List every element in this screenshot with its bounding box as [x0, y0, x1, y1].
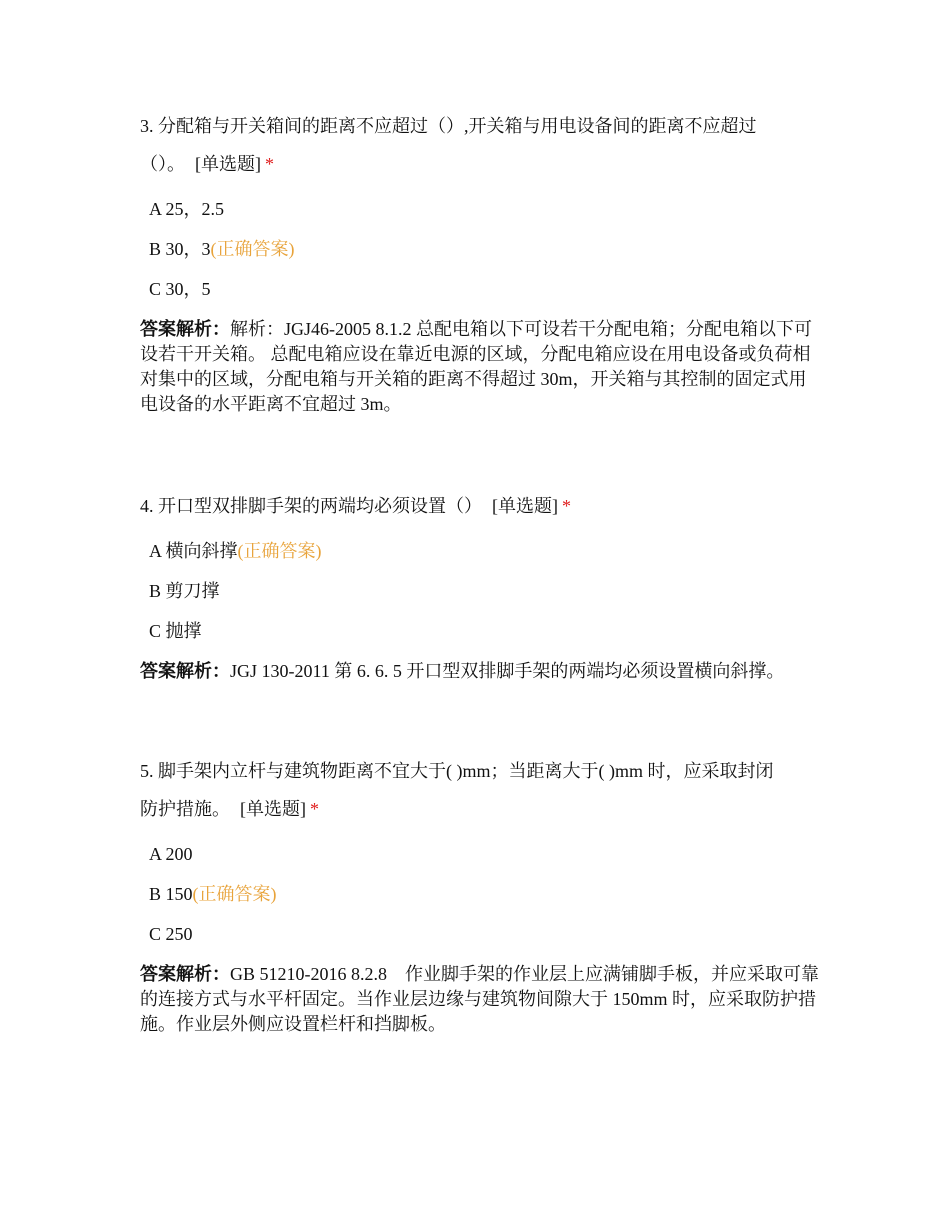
question-title: [140, 487, 820, 525]
option-text: C 抛撑: [149, 621, 202, 641]
option-b[interactable]: [140, 229, 820, 269]
answer-analysis: [140, 317, 820, 417]
analysis-label: 答案解析：: [140, 661, 230, 681]
analysis-label: 答案解析：: [140, 964, 230, 984]
option-text: A 横向斜撑: [149, 541, 238, 561]
question-title: [140, 107, 820, 183]
options-list: [140, 531, 820, 651]
question-title-line2: （）。: [140, 154, 185, 174]
question-4: [140, 487, 820, 684]
analysis-label: 答案解析：: [140, 319, 230, 339]
question-type: [单选题]: [240, 799, 306, 819]
option-c[interactable]: [140, 611, 820, 651]
question-type: [单选题]: [195, 154, 261, 174]
option-c[interactable]: [140, 269, 820, 309]
analysis-text: 解析：JGJ46-2005 8.1.2 总配电箱以下可设若干分配电箱；分配电箱以下可设若干开关箱。 总配电箱应设在靠近电源的区域，分配电箱应设在用电设备或负荷相对集中的区域，分配电箱与开关箱的距离不得超过 30m，开关箱与其控制的固定式用电设备的水平距离不宜超过 3m。: [140, 319, 813, 414]
question-5: [140, 752, 820, 1037]
question-title-line1: 5. 脚手架内立杆与建筑物距离不宜大于( )mm；当距离大于( )mm 时，应采取封闭: [140, 761, 774, 781]
question-title: [140, 752, 820, 828]
question-title-line1: 3. 分配箱与开关箱间的距离不应超过（）,开关箱与用电设备间的距离不应超过: [140, 116, 757, 136]
correct-answer-tag: (正确答案): [210, 239, 295, 259]
required-mark: *: [265, 154, 274, 174]
option-text: B 剪刀撑: [149, 581, 220, 601]
option-c[interactable]: [140, 914, 820, 954]
options-list: [140, 189, 820, 309]
option-text: A 25，2.5: [149, 199, 225, 219]
option-a[interactable]: [140, 834, 820, 874]
question-title-line1: 4. 开口型双排脚手架的两端均必须设置（）: [140, 496, 482, 516]
option-text: B 30，3: [149, 239, 211, 259]
option-a[interactable]: [140, 531, 820, 571]
correct-answer-tag: (正确答案): [192, 884, 277, 904]
option-text: C 30，5: [149, 279, 211, 299]
correct-answer-tag: (正确答案): [237, 541, 322, 561]
required-mark: *: [310, 799, 319, 819]
question-title-line2: 防护措施。: [140, 799, 230, 819]
option-b[interactable]: [140, 571, 820, 611]
option-b[interactable]: [140, 874, 820, 914]
answer-analysis: [140, 659, 820, 684]
question-type: [单选题]: [492, 496, 558, 516]
option-text: B 150: [149, 884, 193, 904]
analysis-text: GB 51210-2016 8.2.8 作业脚手架的作业层上应满铺脚手板，并应采取可靠的连接方式与水平杆固定。当作业层边缘与建筑物间隙大于 150mm 时，应采取防护措施。作业层外侧应设置栏杆和挡脚板。: [140, 964, 819, 1034]
answer-analysis: [140, 962, 820, 1037]
option-text: C 250: [149, 924, 193, 944]
question-3: [140, 107, 820, 417]
required-mark: *: [562, 496, 571, 516]
analysis-text: JGJ 130-2011 第 6. 6. 5 开口型双排脚手架的两端均必须设置横向斜撑。: [230, 661, 785, 681]
option-text: A 200: [149, 844, 193, 864]
options-list: [140, 834, 820, 954]
option-a[interactable]: [140, 189, 820, 229]
